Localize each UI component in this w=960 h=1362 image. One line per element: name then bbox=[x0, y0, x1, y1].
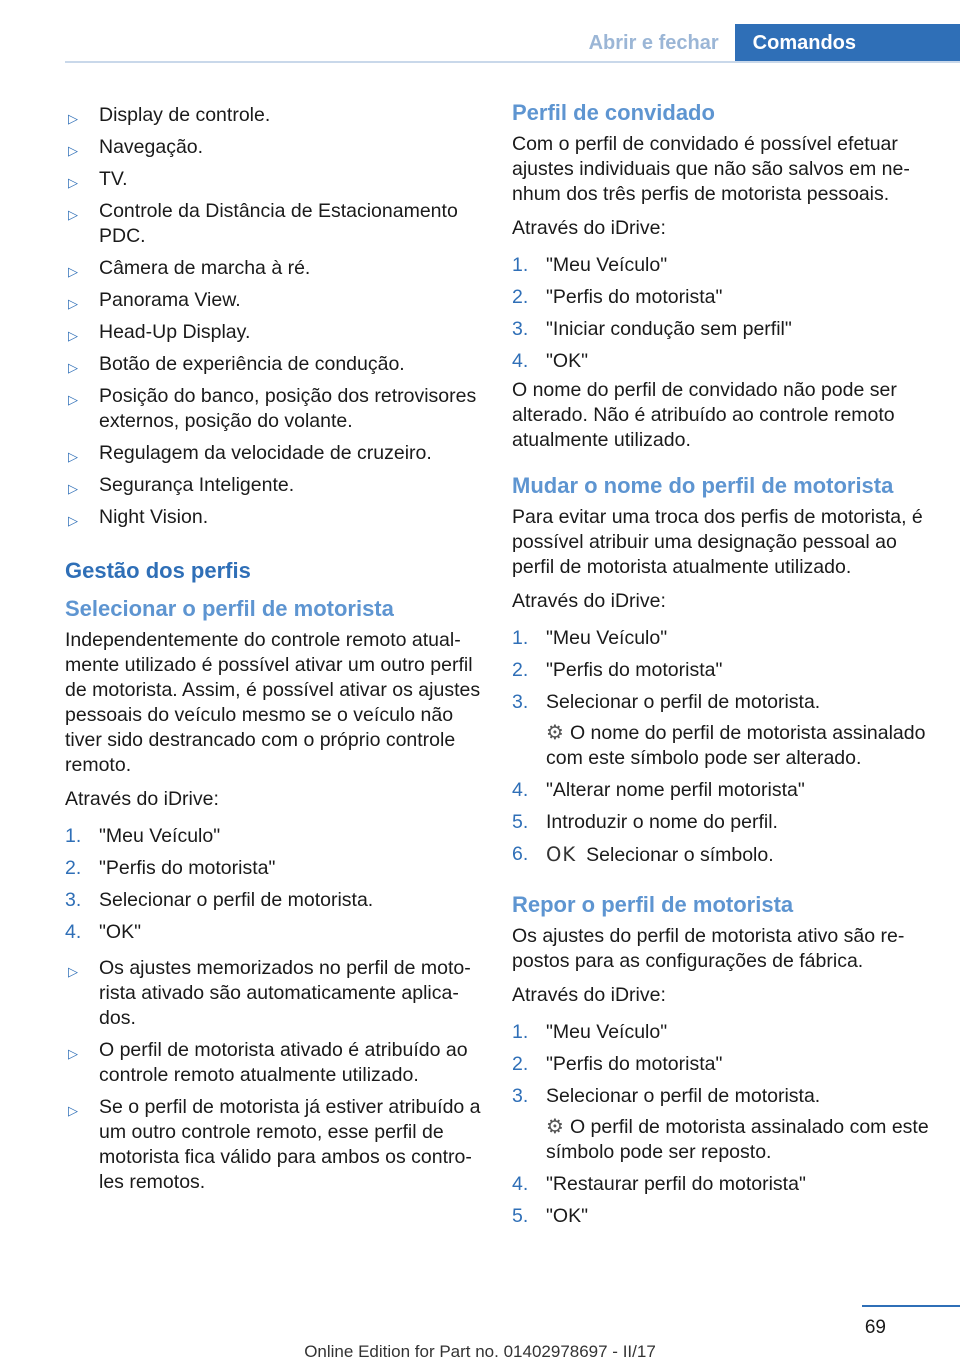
step-item: 1. "Meu Veículo" bbox=[512, 627, 668, 649]
feature-list bbox=[65, 100, 483, 534]
page-number: 69 bbox=[864, 1317, 886, 1338]
list-item: ▷ Segurança Inteligente. bbox=[65, 470, 483, 502]
via-idrive-label: Através do iDrive: bbox=[512, 590, 666, 612]
paragraph: Com o perfil de convidado é possível efetuar ajustes individuais que não são salvos em nenhum dos três perfis de motorista pessoais. bbox=[512, 133, 910, 205]
step-item: 2. "Perfis do motorista" bbox=[512, 1053, 723, 1075]
triangle-right-icon: ▷ bbox=[68, 392, 78, 407]
paragraph: Independentemente do controle remoto atualmente utilizado é possível ativar um outro perfil de motorista. Assim, é possível ativar os ajustes pessoais do veículo mesmo se o veículo não tiver sido destrancado com o próprio controle remoto. bbox=[65, 629, 481, 776]
triangle-right-icon: ▷ bbox=[68, 264, 78, 279]
via-idrive-label: Através do iDrive: bbox=[512, 217, 666, 239]
triangle-right-icon: ▷ bbox=[68, 481, 78, 496]
triangle-right-icon: ▷ bbox=[68, 207, 78, 222]
ok-symbol-icon: OK bbox=[546, 843, 577, 866]
list-item: ▷ Os ajustes memorizados no perfil de motorista ativado são automaticamente aplicados. bbox=[68, 957, 471, 1029]
triangle-right-icon: ▷ bbox=[68, 296, 78, 311]
step-item: 4. "OK" bbox=[512, 350, 589, 372]
triangle-right-icon: ▷ bbox=[68, 513, 78, 528]
step-item: 4. "Restaurar perfil do motorista" bbox=[512, 1173, 806, 1195]
step-item: 3. Selecionar o perfil de motorista. bbox=[65, 889, 374, 911]
step-list bbox=[65, 821, 483, 949]
step-item: 2. "Perfis do motorista" bbox=[512, 659, 723, 681]
gear-icon: ⚙ bbox=[546, 1116, 564, 1138]
step-note: ⚙ O perfil de motorista assinalado com este símbolo pode ser reposto. bbox=[546, 1116, 929, 1163]
header-tabs bbox=[573, 24, 960, 62]
step-item: 4. "Alterar nome perfil motorista" bbox=[512, 779, 805, 801]
list-item: ▷ TV. bbox=[65, 164, 483, 196]
subsection-heading-repor: Repor o perfil de motorista bbox=[512, 892, 794, 917]
footer-rule bbox=[862, 1305, 960, 1307]
via-idrive-label: Através do iDrive: bbox=[65, 788, 219, 810]
triangle-right-icon: ▷ bbox=[68, 449, 78, 464]
triangle-right-icon: ▷ bbox=[68, 1103, 78, 1118]
right-column bbox=[512, 100, 934, 1233]
list-item: ▷ Controle da Distância de Estacionamento PDC. bbox=[68, 200, 458, 247]
list-item: ▷ Botão de experiência de condução. bbox=[65, 349, 483, 381]
triangle-right-icon: ▷ bbox=[68, 328, 78, 343]
triangle-right-icon: ▷ bbox=[68, 360, 78, 375]
step-item: 2. "Perfis do motorista" bbox=[65, 857, 276, 879]
left-column bbox=[65, 100, 483, 1199]
subsection-heading-selecionar: Selecionar o perfil de motorista bbox=[65, 596, 394, 621]
list-item: ▷ Regulagem da velocidade de cruzeiro. bbox=[65, 438, 483, 470]
list-item: ▷ Head-Up Display. bbox=[65, 317, 483, 349]
triangle-right-icon: ▷ bbox=[68, 143, 78, 158]
step-list bbox=[512, 250, 934, 378]
step-item: 1. "Meu Veículo" bbox=[512, 254, 668, 276]
step-item: 5. Introduzir o nome do perfil. bbox=[512, 811, 778, 833]
step-item: 3. "Iniciar condução sem perfil" bbox=[512, 318, 792, 340]
list-item: ▷ Panorama View. bbox=[65, 285, 483, 317]
subsection-heading-convidado: Perfil de convidado bbox=[512, 100, 715, 125]
triangle-right-icon: ▷ bbox=[68, 1046, 78, 1061]
step-note: ⚙ O nome do perfil de motorista assinalado com este símbolo pode ser alterado. bbox=[546, 722, 926, 769]
step-item: 1. "Meu Veículo" bbox=[65, 825, 221, 847]
step-item: 2. "Perfis do motorista" bbox=[512, 286, 723, 308]
paragraph: O nome do perfil de convidado não pode ser alterado. Não é atribuído ao controle remoto atualmente utilizado. bbox=[512, 379, 897, 451]
triangle-right-icon: ▷ bbox=[68, 111, 78, 126]
list-item: ▷ Display de controle. bbox=[65, 100, 483, 132]
header-rule bbox=[65, 61, 960, 63]
subsection-heading-mudar-nome: Mudar o nome do perfil de motorista bbox=[512, 473, 894, 498]
list-item: ▷ Se o perfil de motorista já estiver atribuído a um outro controle remoto, esse perfil de motorista fica válido para ambos os controles remotos. bbox=[68, 1096, 481, 1193]
list-item: ▷ O perfil de motorista ativado é atribuído ao controle remoto atualmente utilizado. bbox=[68, 1039, 468, 1086]
step-item: 3. Selecionar o perfil de motorista. ⚙ O perfil de motorista assinalado com este símbolo pode ser reposto. bbox=[512, 1081, 934, 1169]
step-item: 1. "Meu Veículo" bbox=[512, 1021, 668, 1043]
step-item: 6. OK Selecionar o símbolo. bbox=[512, 843, 774, 866]
list-item: ▷ Night Vision. bbox=[65, 502, 483, 534]
tab-comandos[interactable]: Comandos bbox=[735, 24, 960, 62]
paragraph: Para evitar uma troca dos perfis de motorista, é possível atribuir uma designação pessoal ao perfil de motorista atualmente utilizado. bbox=[512, 506, 923, 578]
triangle-right-icon: ▷ bbox=[68, 175, 78, 190]
tab-abrir-e-fechar[interactable]: Abrir e fechar bbox=[588, 32, 719, 54]
step-list bbox=[512, 1017, 934, 1233]
step-item: 4. "OK" bbox=[65, 921, 142, 943]
list-item: ▷ Câmera de marcha à ré. bbox=[65, 253, 483, 285]
list-item: ▷ Posição do banco, posição dos retrovisores externos, posição do volante. bbox=[68, 385, 477, 432]
step-item: 3. Selecionar o perfil de motorista. ⚙ O nome do perfil de motorista assinalado com este símbolo pode ser alterado. bbox=[512, 687, 934, 775]
edition-footer: Online Edition for Part no. 01402978697 - II/17 bbox=[304, 1342, 656, 1361]
result-list bbox=[65, 953, 483, 1199]
step-list bbox=[512, 623, 934, 872]
triangle-right-icon: ▷ bbox=[68, 964, 78, 979]
step-item: 5. "OK" bbox=[512, 1205, 589, 1227]
list-item: ▷ Navegação. bbox=[65, 132, 483, 164]
paragraph: Os ajustes do perfil de motorista ativo são repostos para as configurações de fábrica. bbox=[512, 925, 905, 972]
gear-icon: ⚙ bbox=[546, 722, 564, 744]
via-idrive-label: Através do iDrive: bbox=[512, 984, 666, 1006]
section-heading-gestao: Gestão dos perfis bbox=[65, 558, 251, 583]
